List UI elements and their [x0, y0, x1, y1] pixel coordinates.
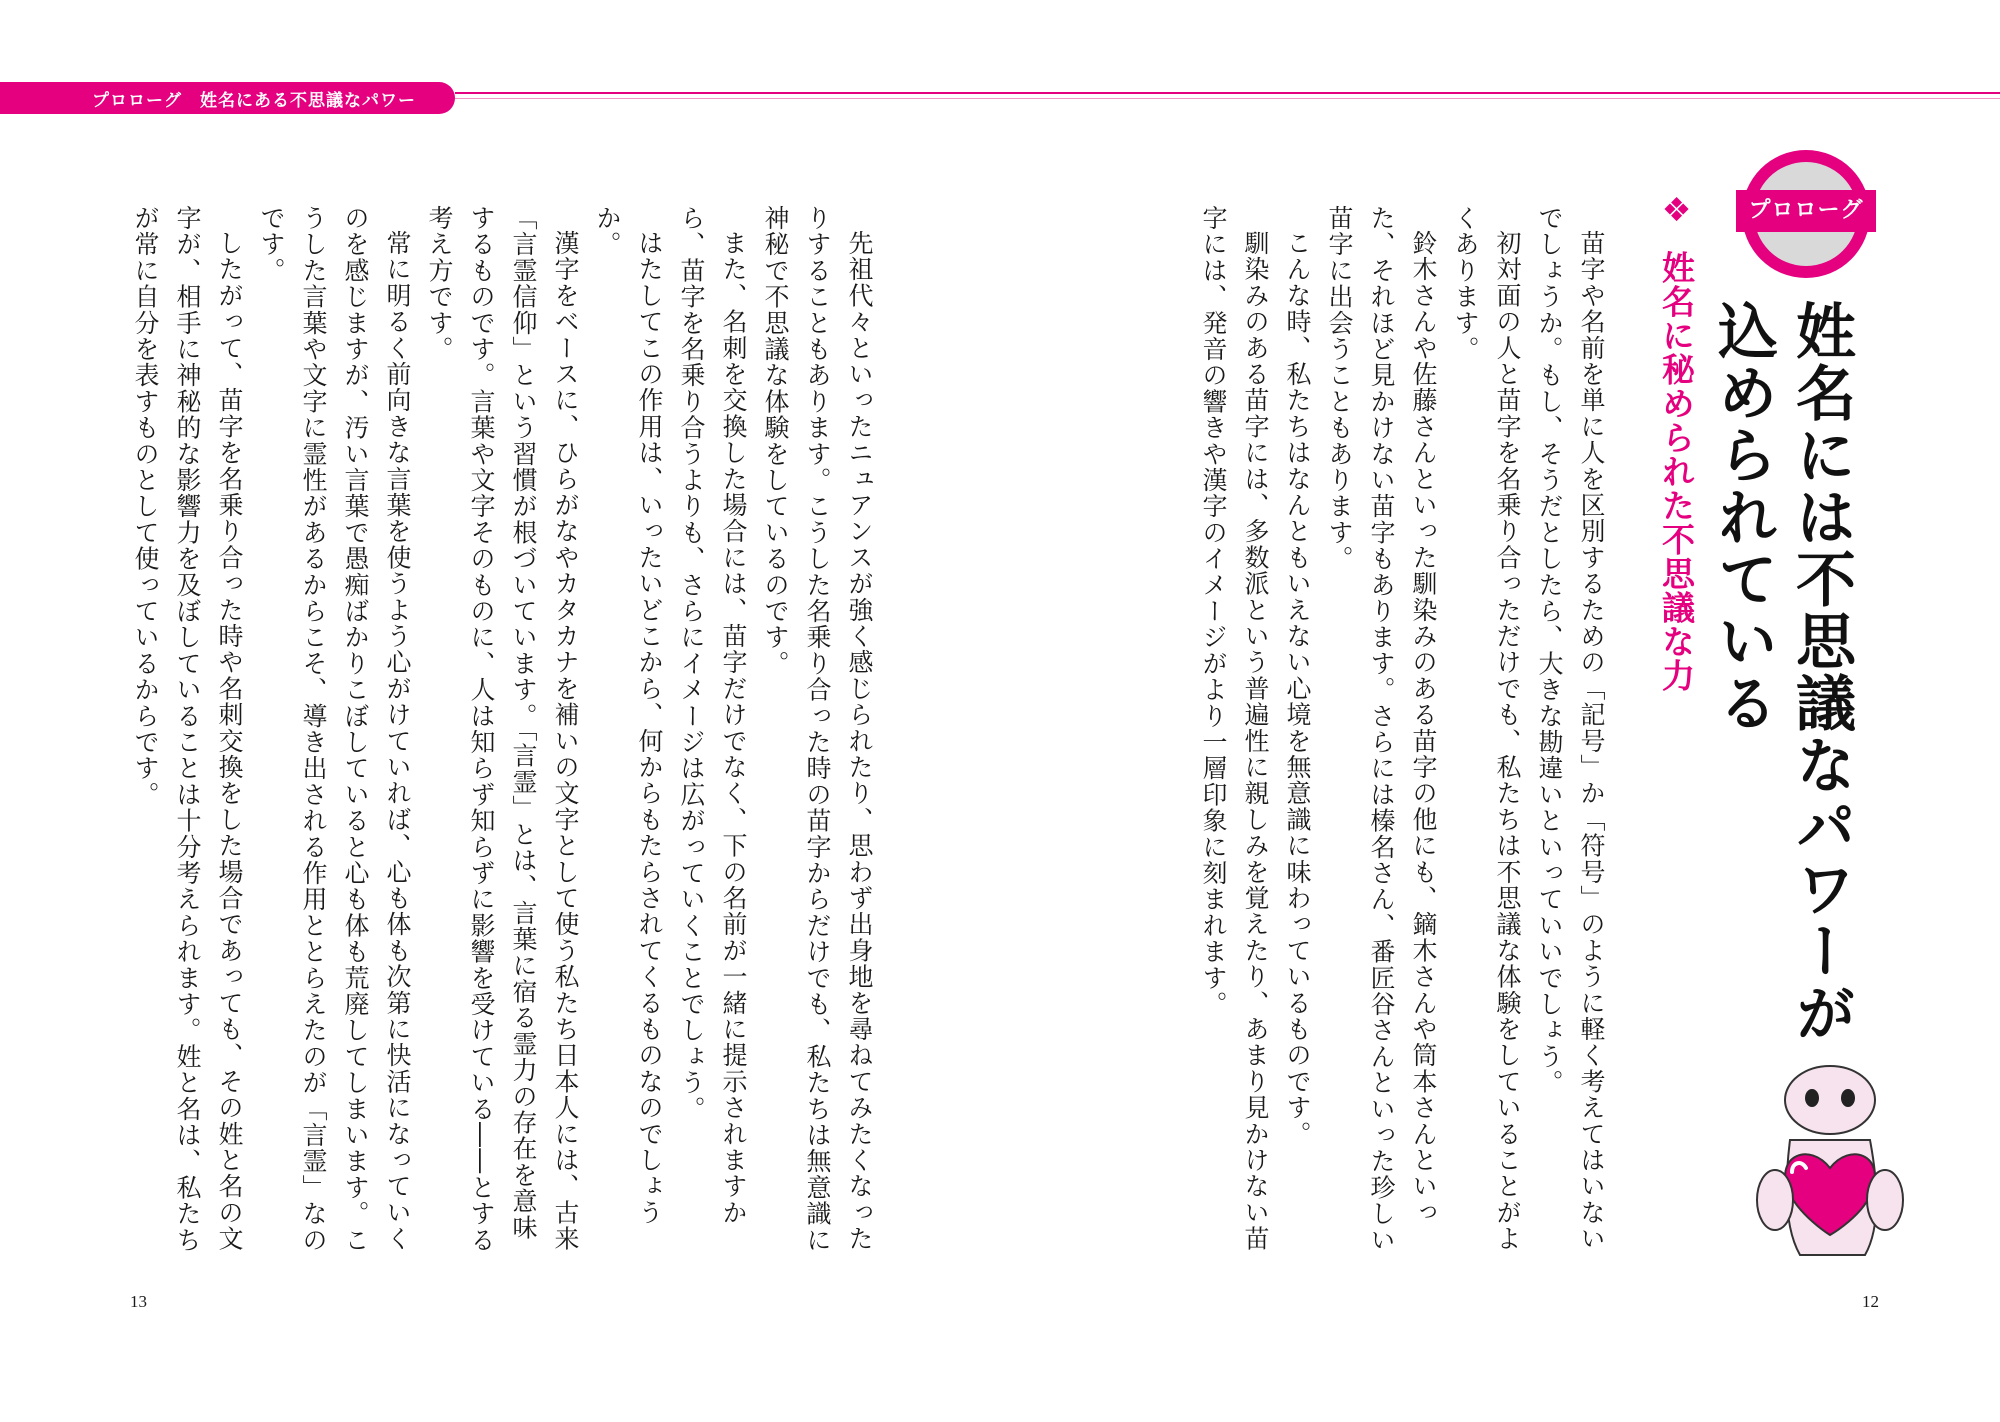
paragraph: 鈴木さんや佐藤さんといった馴染みのある苗字の他にも、鏑木さんや筒本さんといった、それほど見かけない苗字もあります。さらには榛名さん、番匠谷さんといった珍しい苗字に出会うこともあります。 — [1325, 205, 1438, 1253]
section-subtitle — [1653, 190, 1700, 693]
chapter-badge-label: プロローグ — [1736, 190, 1876, 232]
paragraph: こんな時、私たちはなんともいえない心境を無意識に味わっているものです。 — [1283, 230, 1312, 1147]
paragraph: 馴染みのある苗字には、多数派という普遍性に親しみを覚えたり、あまり見かけない苗字には、発音の響きや漢字のイメージがより一層印象に刻まれます。 — [1199, 205, 1270, 1252]
header-rule-thin — [455, 98, 2000, 99]
diamond-bullet-icon: ❖ — [1657, 190, 1696, 230]
paragraph: 初対面の人と苗字を名乗り合っただけでも、私たちは不思議な体験をしていることがよくあります。 — [1451, 205, 1522, 1252]
header-rule — [455, 92, 2000, 94]
left-page-body — [0, 205, 880, 1255]
paragraph: 漢字をベースに、ひらがなやカタカナを補いの文字として使う私たち日本人には、古来「言霊信仰」という習慣が根づいています。「言霊」とは、言葉に宿る霊力の存在を意味するものです。言葉や文字そのものに、人は知らず知らずに影響を受けている――とする考え方です。 — [425, 205, 580, 1253]
paragraph: したがって、苗字を名乗り合った時や名刺交換をした場合であっても、その姓と名の文字が、相手に神秘的な影響力を及ぼしていることは十分考えられます。姓と名は、私たちが常に自分を表すものとして使っているからです。 — [131, 205, 244, 1253]
paragraph: 常に明るく前向きな言葉を使うよう心がけていれば、心も体も次第に快活になっていくのを感じますが、汚い言葉で愚痴ばかりこぼしていると心も体も荒廃してしまいます。こうした言葉や文字に霊性があるからこそ、導き出される作用ととらえたのが「言霊」なのです。 — [257, 205, 412, 1253]
page-number-left: 13 — [130, 1292, 147, 1311]
running-title: プロローグ 姓名にある不思議なパワー — [92, 91, 416, 111]
paragraph: 苗字や名前を単に人を区別するための「記号」か「符号」のように軽く考えてはいないでしょうか。もし、そうだとしたら、大きな勘違いといっていいでしょう。 — [1535, 205, 1606, 1252]
heart-mascot-icon — [1720, 1050, 1940, 1270]
page-number-right: 12 — [1862, 1292, 1879, 1311]
right-page-body — [852, 205, 1612, 1255]
paragraph: また、名刺を交換した場合には、苗字だけでなく、下の名前が一緒に提示されますから、苗字を名乗り合うよりも、さらにイメージは広がっていくことでしょう。 — [677, 205, 748, 1226]
paragraph: はたしてこの作用は、いったいどこから、何からもたらされてくるものなのでしょうか。 — [593, 205, 664, 1226]
paragraph: 先祖代々といったニュアンスが強く感じられたり、思わず出身地を尋ねてみたくなったりすることもあります。こうした名乗り合った時の苗字からだけでも、私たちは無意識に神秘で不思議な体験をしているのです。 — [761, 205, 874, 1253]
section-subtitle-text: 姓名に秘められた不思議な力 — [1657, 250, 1696, 693]
chapter-title: 姓名には不思議なパワーが込められている — [1708, 300, 1856, 1044]
